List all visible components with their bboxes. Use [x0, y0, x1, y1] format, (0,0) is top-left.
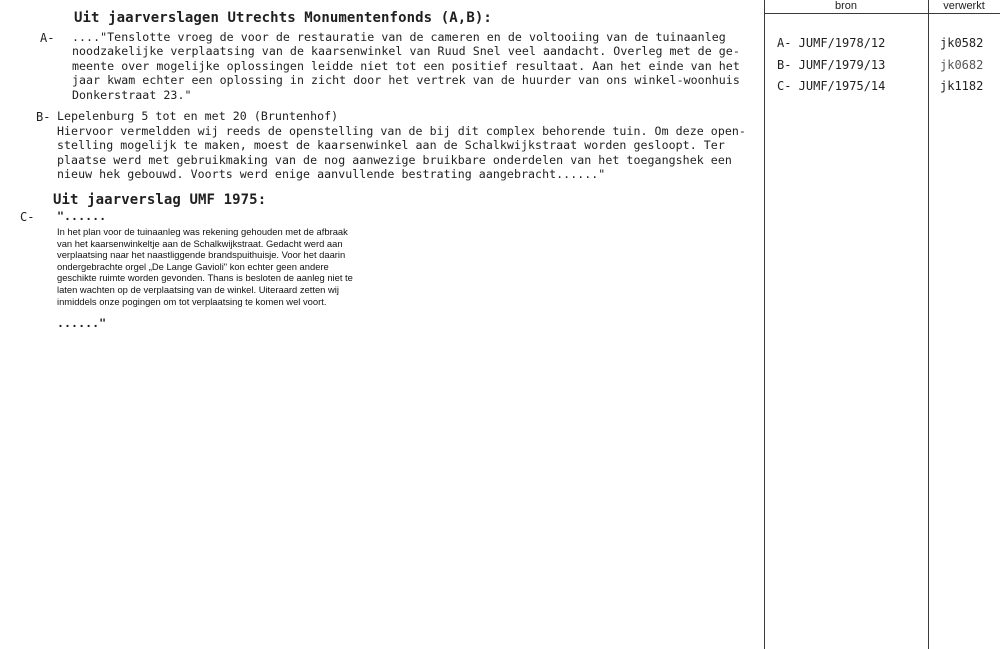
printed-line: In het plan voor de tuinaanleg was rekening gehouden met de afbraak: [57, 226, 348, 237]
processed-code-a: jk0582: [940, 36, 984, 50]
entry-c-printed-excerpt: [57, 226, 353, 307]
processed-code-b: jk0682: [940, 58, 984, 72]
entry-label-a: A-: [40, 31, 55, 45]
entry-b-title: Lepelenburg 5 tot en met 20 (Bruntenhof): [57, 109, 339, 123]
entry-a-text: [72, 30, 740, 102]
source-ref-a: A- JUMF/1978/12: [777, 36, 886, 50]
entry-label-c: C-: [20, 210, 35, 224]
processed-code-c: jk1182: [940, 79, 984, 93]
entry-b-line: Hiervoor vermeldden wij reeds de openstelling van de bij dit complex behorende tuin. Om deze open-: [57, 124, 746, 138]
entry-b-line: stelling mogelijk te maken, moest de kaarsenwinkel aan de Schalkwijkstraat worden gesloopt. Ter: [57, 138, 725, 153]
table-divider-middle: [928, 0, 929, 649]
printed-line: ondergebrachte orgel „De Lange Gavioli" kon echter geen andere: [57, 260, 329, 272]
table-divider-left: [764, 0, 765, 649]
printed-line: geschikte ruimte worden gevonden. Thans is besloten de aanleg niet te: [57, 272, 353, 284]
entry-a-line: noodzakelijke verplaatsing van de kaarsenwinkel van Ruud Snel veel aandacht. Overleg met de ge-: [72, 44, 740, 59]
section-heading-umf-1975: Uit jaarverslag UMF 1975:: [53, 192, 267, 208]
entry-label-b: B-: [36, 110, 51, 124]
entry-c-closing-quote: ......": [57, 316, 107, 330]
section-heading-jaarverslagen: Uit jaarverslagen Utrechts Monumentenfonds (A,B):: [74, 10, 492, 26]
entry-b-line: nieuw hek gebouwd. Voorts werd enige aanvullende bestrating aangebracht......": [57, 167, 606, 182]
printed-line: van het kaarsenwinkeltje aan de Schalkwijkstraat. Gedacht werd aan: [57, 237, 343, 249]
entry-b-text: [57, 124, 746, 182]
entry-c-opening-quote: "......: [57, 209, 107, 223]
entry-b-line: plaatse werd met gebruikmaking van de nog aanwezige bruikbare onderdelen van het toegangshek een: [57, 152, 732, 167]
entry-a-line: jaar kwam echter een oplossing in zicht door het vertrek van de huurder van ons winkel-woonhuis: [72, 73, 740, 88]
entry-a-line: meente over mogelijke oplossingen leidde niet tot een positief resultaat. Aan het einde van het: [72, 58, 740, 73]
source-ref-b: B- JUMF/1979/13: [777, 58, 886, 72]
column-header-verwerkt: verwerkt: [943, 0, 985, 12]
column-header-bron: bron: [834, 0, 858, 12]
table-header-rule: [764, 13, 1000, 14]
printed-line: verplaatsing naar het naastliggende brandspuithuisje. Voor het daarin: [57, 249, 346, 261]
printed-line: inmiddels onze pogingen om tot verplaatsing te komen wel voort.: [57, 295, 327, 307]
source-ref-c: C- JUMF/1975/14: [777, 79, 886, 93]
entry-a-line: Donkerstraat 23.": [72, 87, 192, 102]
entry-a-line: ...."Tenslotte vroeg de voor de restauratie van de cameren en de voltooiing van de tuinaanleg: [72, 30, 726, 44]
printed-line: laten wachten op de verplaatsing van de winkel. Uiteraard zetten wij: [57, 283, 339, 295]
